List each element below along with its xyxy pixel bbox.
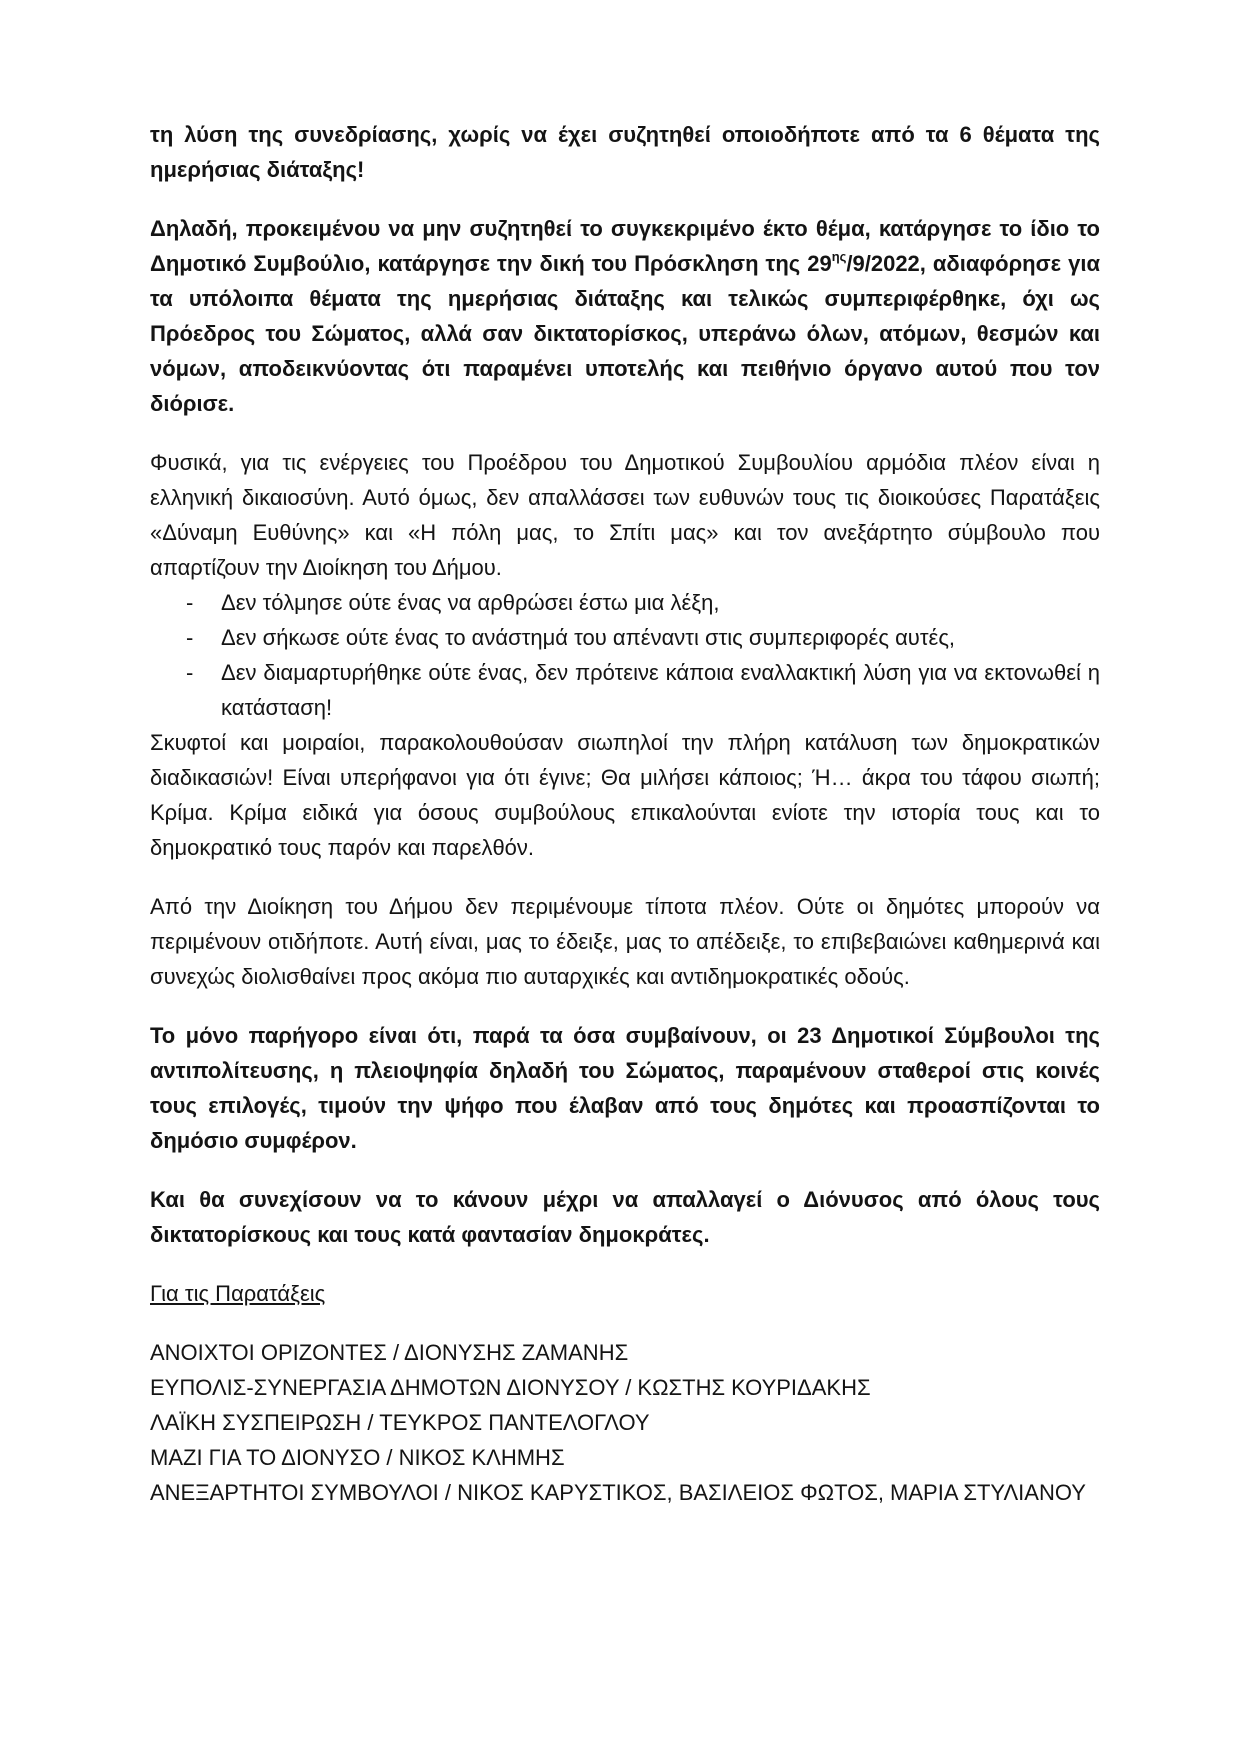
paragraph-justice: Φυσικά, για τις ενέργειες του Προέδρου του Δημοτικού Συμβουλίου αρμόδια πλέον είναι η ελληνική δικαιοσύνη. Αυτό όμως, δεν απαλλάσσει των ευθυνών τους τις διοικούσες Παρατάξεις «Δύναμη Ευθύνης» και «Η πόλη μας, το Σπίτι μας» και τον ανεξάρτητο σύμβουλο που απαρτίζουν την Διοίκηση του Δήμου. <box>150 450 1100 580</box>
paragraph-session-end: τη λύση της συνεδρίασης, χωρίς να έχει συζητηθεί οποιοδήποτε από τα 6 θέματα της ημερήσιας διάταξης! <box>150 122 1100 182</box>
paragraph-silence: Σκυφτοί και μοιραίοι, παρακολουθούσαν σιωπηλοί την πλήρη κατάλυση των δημοκρατικών διαδικασιών! Είναι υπερήφανοι για ότι έγινε; Θα μιλήσει κάποιος; Ή… άκρα του τάφου σιωπή; Κρίμα. Κρίμα ειδικά για όσους συμβούλους επικαλούνται ενίοτε την ιστορία τους και το δημοκρατικό τους παρόν και παρελθόν. <box>150 730 1100 860</box>
document-page <box>150 117 1100 1510</box>
bullet-dash: - <box>186 660 194 685</box>
bullet-item <box>150 585 1100 620</box>
bullet-item <box>150 620 1100 655</box>
signature-line: ΑΝΟΙΧΤΟΙ ΟΡΙΖΟΝΤΕΣ / ΔΙΟΝΥΣΗΣ ΖΑΜΑΝΗΣ <box>150 1340 629 1365</box>
signature-block <box>150 1335 1100 1510</box>
paragraph-president-actions <box>150 211 1100 421</box>
paragraph-president-actions-part1: Δηλαδή, προκειμένου να μην συζητηθεί το συγκεκριμένο έκτο θέμα, κατάργησε το ίδιο το Δημοτικό Συμβούλιο, κατάργησε την δική του Πρόσκληση της 29 <box>150 216 1100 276</box>
signature-line: ΑΝΕΞΑΡΤΗΤΟΙ ΣΥΜΒΟΥΛΟΙ / ΝΙΚΟΣ ΚΑΡΥΣΤΙΚΟΣ, ΒΑΣΙΛΕΙΟΣ ΦΩΤΟΣ, ΜΑΡΙΑ ΣΤΥΛΙΑΝΟΥ <box>150 1480 1086 1505</box>
paragraph-administration: Από την Διοίκηση του Δήμου δεν περιμένουμε τίποτα πλέον. Ούτε οι δημότες μπορούν να περιμένουν οτιδήποτε. Αυτή είναι, μας το έδειξε, μας το απέδειξε, το επιβεβαιώνει καθημερινά και συνεχώς διολισθαίνει προς ακόμα πιο αυταρχικές και αντιδημοκρατικές οδούς. <box>150 894 1100 989</box>
bullet-text: Δεν τόλμησε ούτε ένας να αρθρώσει έστω μια λέξη, <box>221 590 720 615</box>
paragraph-opposition: Το μόνο παρήγορο είναι ότι, παρά τα όσα συμβαίνουν, οι 23 Δημοτικοί Σύμβουλοι της αντιπολίτευσης, η πλειοψηφία δηλαδή του Σώματος, παραμένουν σταθεροί στις κοινές τους επιλογές, τιμούν την ψήφο που έλαβαν από τους δημότες και προασπίζονται το δημόσιο συμφέρον. <box>150 1023 1100 1153</box>
signature-line: ΜΑΖΙ ΓΙΑ ΤΟ ΔΙΟΝΥΣΟ / ΝΙΚΟΣ ΚΛΗΜΗΣ <box>150 1445 565 1470</box>
ordinal-superscript: ης <box>831 248 847 264</box>
signature-line: ΕΥΠΟΛΙΣ-ΣΥΝΕΡΓΑΣΙΑ ΔΗΜΟΤΩΝ ΔΙΟΝΥΣΟΥ / ΚΩΣΤΗΣ ΚΟΥΡΙΔΑΚΗΣ <box>150 1375 871 1400</box>
signature-line: ΛΑΪΚΗ ΣΥΣΠΕΙΡΩΣΗ / ΤΕΥΚΡΟΣ ΠΑΝΤΕΛΟΓΛΟΥ <box>150 1410 650 1435</box>
signatures-heading: Για τις Παρατάξεις <box>150 1281 326 1306</box>
paragraph-president-actions-part2: /9/2022, αδιαφόρησε για τα υπόλοιπα θέματα της ημερήσιας διάταξης και τελικώς συμπεριφέρθηκε, όχι ως Πρόεδρος του Σώματος, αλλά σαν δικτατορίσκος, υπεράνω όλων, ατόμων, θεσμών και νόμων, αποδεικνύοντας ότι παραμένει υποτελής και πειθήνιο όργανο αυτού που τον διόρισε. <box>150 251 1100 416</box>
bullet-item <box>150 655 1100 725</box>
bullet-text: Δεν διαμαρτυρήθηκε ούτε ένας, δεν πρότεινε κάποια εναλλακτική λύση για να εκτονωθεί η κατάσταση! <box>221 660 1100 720</box>
bullet-dash: - <box>186 590 194 615</box>
bullet-list <box>150 585 1100 725</box>
bullet-text: Δεν σήκωσε ούτε ένας το ανάστημά του απέναντι στις συμπεριφορές αυτές, <box>221 625 956 650</box>
paragraph-continue: Και θα συνεχίσουν να το κάνουν μέχρι να απαλλαγεί ο Διόνυσος από όλους τους δικτατορίσκους και τους κατά φαντασίαν δημοκράτες. <box>150 1187 1100 1247</box>
bullet-dash: - <box>186 625 194 650</box>
